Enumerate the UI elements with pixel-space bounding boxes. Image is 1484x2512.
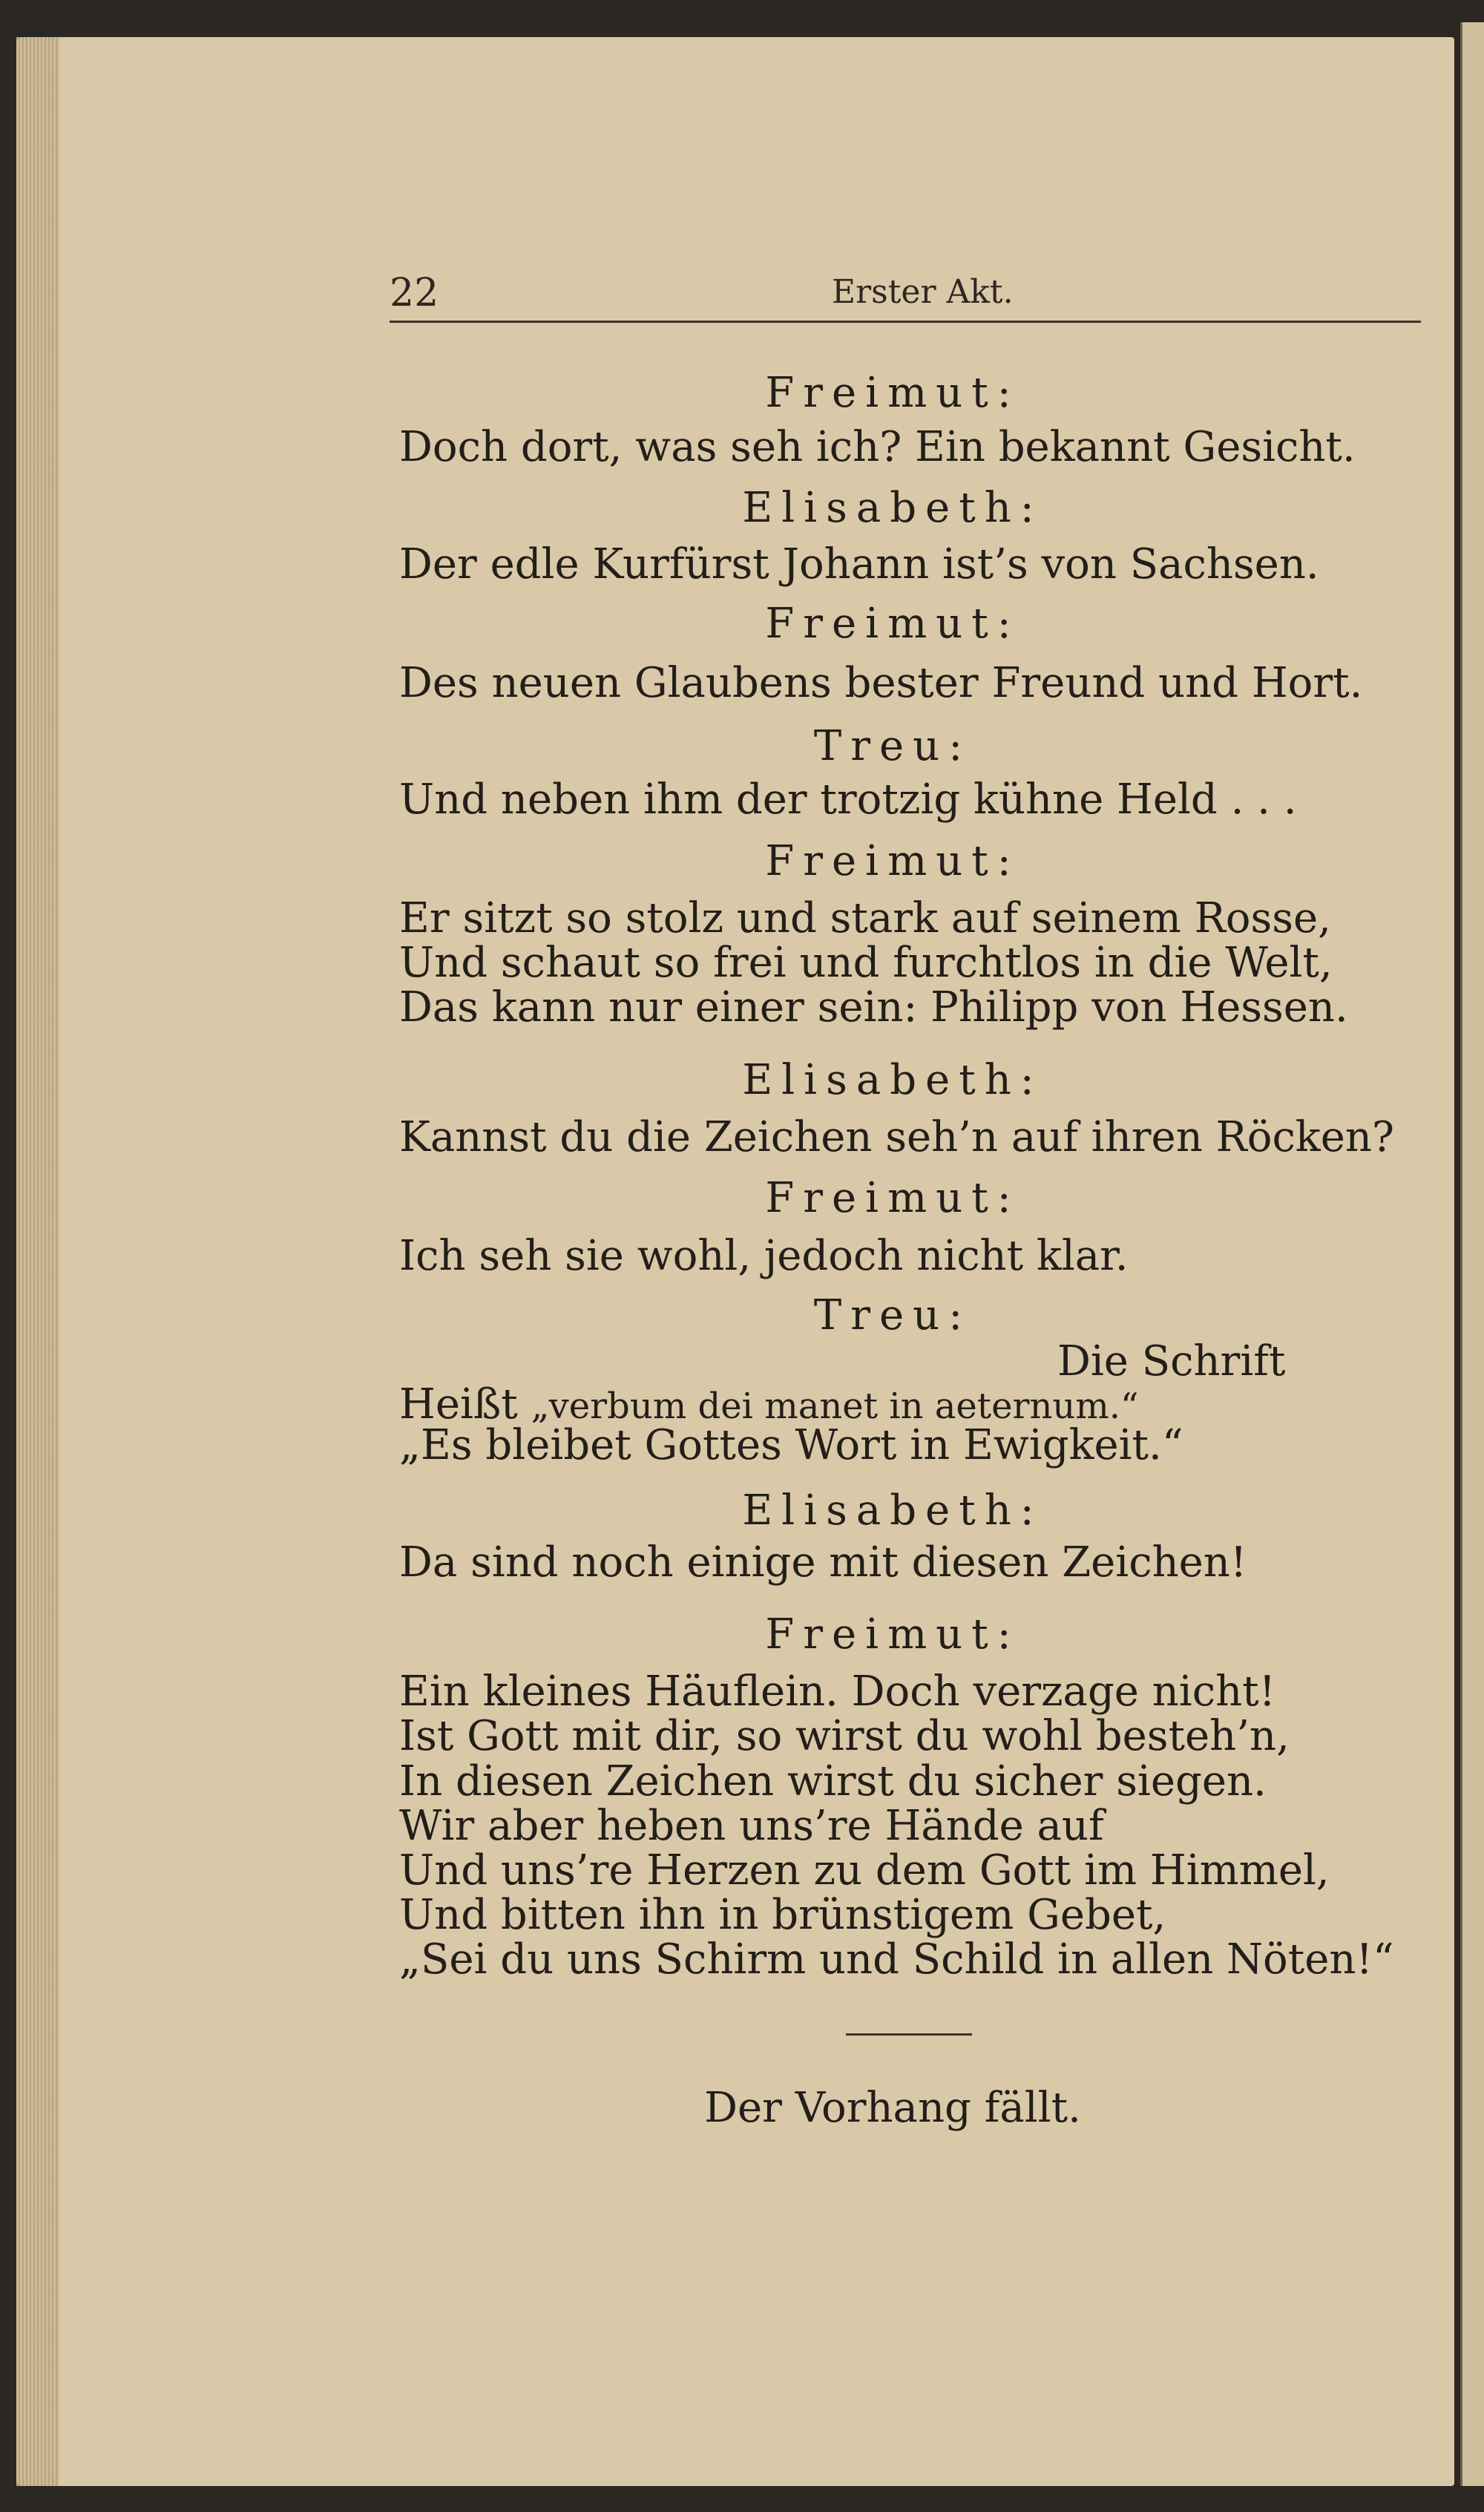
speaker-label: Freimut:	[765, 837, 1020, 885]
facing-page-edge	[1460, 22, 1484, 2486]
section-rule	[846, 2033, 972, 2036]
speaker-label: Elisabeth:	[742, 1056, 1043, 1104]
verse-line: Die Schrift	[1057, 1337, 1286, 1385]
verse-line: In diesen Zeichen wirst du sicher siegen.	[399, 1757, 1267, 1806]
verse-line: Wir aber heben uns’re Hände auf	[399, 1802, 1104, 1850]
verse-line: Doch dort, was seh ich? Ein bekannt Gesicht.	[399, 423, 1356, 471]
speaker-label: Treu:	[813, 722, 972, 770]
verse-line: Ein kleines Häuflein. Doch verzage nicht!	[399, 1667, 1276, 1716]
page-stack-edge	[16, 37, 59, 2486]
running-head: Erster Akt.	[832, 273, 1014, 311]
speaker-label: Elisabeth:	[742, 1486, 1043, 1535]
verse-text: Heißt	[399, 1380, 531, 1429]
latin-quote: „verbum dei manet in aeternum.“	[531, 1385, 1139, 1427]
page-header	[390, 267, 1421, 327]
speaker-label: Freimut:	[765, 600, 1020, 648]
verse-line: „Es bleibet Gottes Wort in Ewigkeit.“	[399, 1421, 1183, 1469]
speaker-label: Elisabeth:	[742, 484, 1043, 532]
speaker-label: Freimut:	[765, 369, 1020, 417]
verse-line: Und bitten ihn in brünstigem Gebet,	[399, 1891, 1166, 1939]
verse-line: Er sitzt so stolz und stark auf seinem Rosse,	[399, 894, 1331, 942]
speaker-label: Freimut:	[765, 1610, 1020, 1659]
verse-line: Und neben ihm der trotzig kühne Held . . .	[399, 775, 1297, 824]
speaker-label: Treu:	[813, 1291, 972, 1339]
verse-line: Ich seh sie wohl, jedoch nicht klar.	[399, 1232, 1129, 1280]
speaker-label: Freimut:	[765, 1174, 1020, 1222]
verse-line: Der edle Kurfürst Johann ist’s von Sachsen.	[399, 540, 1319, 588]
verse-line: Und uns’re Herzen zu dem Gott im Himmel,	[399, 1846, 1330, 1895]
verse-line: Ist Gott mit dir, so wirst du wohl besteh’n,	[399, 1712, 1290, 1760]
verse-line: „Sei du uns Schirm und Schild in allen Nöten!“	[399, 1935, 1394, 1984]
verse-line: Kannst du die Zeichen seh’n auf ihren Röcken?	[399, 1113, 1394, 1161]
verse-line: Das kann nur einer sein: Philipp von Hessen.	[399, 983, 1348, 1032]
page-number: 22	[390, 271, 439, 315]
header-rule	[390, 321, 1421, 323]
stage-direction: Der Vorhang fällt.	[704, 2084, 1081, 2132]
verse-line: Und schaut so frei und furchtlos in die Welt,	[399, 939, 1333, 987]
verse-line: Des neuen Glaubens bester Freund und Hort.	[399, 659, 1363, 707]
verse-line: Da sind noch einige mit diesen Zeichen!	[399, 1538, 1247, 1587]
